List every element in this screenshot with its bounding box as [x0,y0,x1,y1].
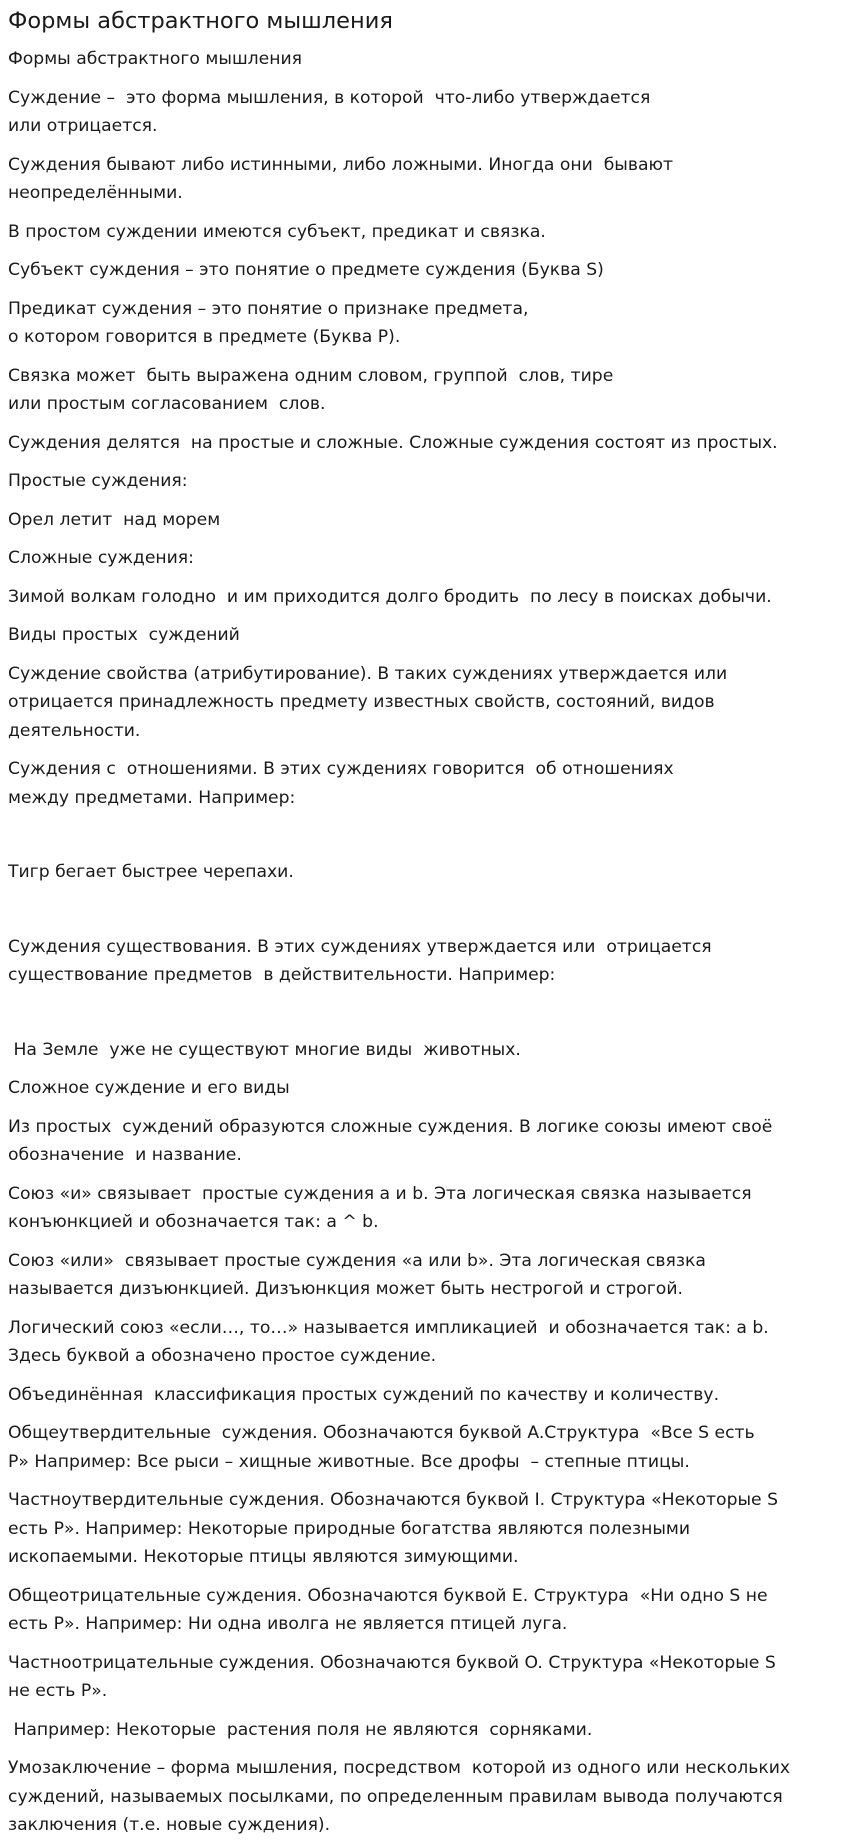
paragraph-general-negative: Общеотрицательные суждения. Обозначаются буквой E. Структура «Ни одно S не есть P». Например: Ни одна иволга не является птицей луга. [8,1585,768,1634]
paragraph-simple-judgment-parts: В простом суждении имеются субъект, предикат и связка. [8,221,546,242]
paragraph-attributive-judgment: Суждение свойства (атрибутирование). В таких суждениях утверждается или отрицается принадлежность предмету известных свойств, состояний, видов деятельности. [8,663,728,741]
paragraph-predicate: Предикат суждения – это понятие о признаке предмета, о котором говорится в предмете (Буква P). [8,298,529,347]
heading-simple-judgments: Простые суждения: [8,471,188,491]
example-particular-negative: Например: Некоторые растения поля не являются сорняками. [8,1719,593,1740]
spacer [8,897,823,933]
paragraph-copula: Связка может быть выражена одним словом, группой слов, тире или простым согласованием слов. [8,365,614,414]
paragraph-particular-negative: Частноотрицательные суждения. Обозначаются буквой O. Структура «Некоторые S не есть P». [8,1652,776,1701]
spacer [8,822,823,858]
paragraph-general-affirmative: Общеутвердительные суждения. Обозначаются буквой A.Структура «Все S есть P» Например: Все рыси – хищные животные. Все дрофы – степные птицы. [8,1423,755,1472]
spacer [8,1000,823,1036]
example-relational-judgment: Тигр бегает быстрее черепахи. [8,862,294,882]
paragraph-disjunction: Союз «или» связывает простые суждения «a или b». Эта логическая связка называется дизъюнкцией. Дизъюнкция может быть нестрогой и строгой. [8,1250,706,1299]
subtitle: Формы абстрактного мышления [8,49,302,69]
paragraph-unified-classification: Объединённая классификация простых суждений по качеству и количеству. [8,1384,720,1405]
paragraph-judgment-truth: Суждения бывают либо истинными, либо ложными. Иногда они бывают неопределёнными. [8,154,674,203]
page-title: Формы абстрактного мышления [8,8,393,34]
paragraph-inference: Умозаключение – форма мышления, посредством которой из одного или нескольких суждений, называемых посылками, по определенным правилам вывода получаются заключения (т.е. новые суждения). [8,1758,791,1835]
paragraph-existential-judgment: Суждения существования. В этих суждениях утверждается или отрицается существование предметов в действительности. Например: [8,936,712,985]
example-existential-judgment: На Земле уже не существуют многие виды животных. [8,1039,521,1060]
paragraph-logical-conjunctions: Из простых суждений образуются сложные суждения. В логике союзы имеют своё обозначение и название. [8,1116,773,1165]
heading-kinds-simple-judgments: Виды простых суждений [8,625,240,645]
paragraph-particular-affirmative: Частноутвердительные суждения. Обозначаются буквой I. Структура «Некоторые S есть P». Например: Некоторые природные богатства являются полезными ископаемыми. Некоторые птицы являются зимующими. [8,1490,778,1567]
example-simple-judgment: Орел летит над морем [8,509,221,530]
paragraph-simple-complex: Суждения делятся на простые и сложные. Сложные суждения состоят из простых. [8,432,778,453]
paragraph-judgment-definition: Суждение – это форма мышления, в которой что-либо утверждается или отрицается. [8,87,651,136]
heading-complex-judgment-kinds: Сложное суждение и его виды [8,1078,290,1098]
paragraph-subject: Субъект суждения – это понятие о предмете суждения (Буква S) [8,260,604,280]
example-complex-judgment: Зимой волкам голодно и им приходится долго бродить по лесу в поисках добычи. [8,586,772,607]
paragraph-relational-judgment: Суждения с отношениями. В этих суждениях говорится об отношениях между предметами. Например: [8,759,674,808]
heading-complex-judgments: Сложные суждения: [8,548,194,568]
paragraph-implication: Логический союз «если…, то…» называется импликацией и обозначается так: a b. Здесь буквой a обозначено простое суждение. [8,1317,769,1366]
paragraph-conjunction: Союз «и» связывает простые суждения a и b. Эта логическая связка называется конъюнкцией и обозначается так: a ^ b. [8,1183,752,1232]
